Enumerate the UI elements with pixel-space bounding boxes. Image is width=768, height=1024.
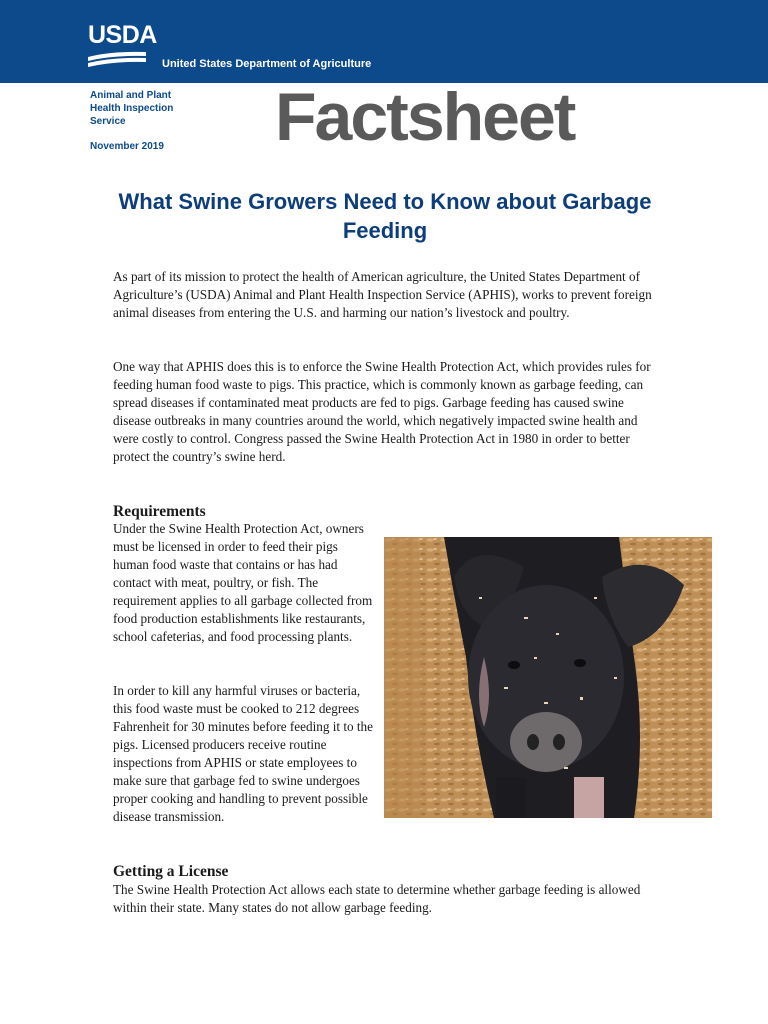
- section-heading-getting-a-license: Getting a License: [113, 863, 229, 880]
- document-title: What Swine Growers Need to Know about Garbage Feeding: [118, 189, 652, 243]
- department-name: United States Department of Agriculture: [162, 58, 372, 70]
- agency-name: Animal and Plant Health Inspection Service: [90, 90, 174, 127]
- pig-photo: [384, 537, 712, 818]
- requirements-paragraph-2: In order to kill any harmful viruses or bacteria, this food waste must be cooked to 212 degrees Fahrenheit for 30 minutes before feeding it to the pigs. Licensed producers receive routine inspections from APHIS or state employees to make sure that garbage fed to swine undergoes proper cooking and handling to prevent possible disease transmission.: [113, 683, 374, 824]
- usda-logo[interactable]: [88, 20, 157, 72]
- publication-date: November 2019: [90, 141, 164, 152]
- usda-logo-text: USDA: [88, 21, 157, 49]
- document-type-heading: Factsheet: [275, 79, 575, 155]
- requirements-paragraph-1: Under the Swine Health Protection Act, owners must be licensed in order to feed their pigs human food waste that contains or has had contact with meat, poultry, or fish. The requirement applies to all garbage collected from food production establishments like restaurants, school cafeterias, and food processing plants.: [113, 521, 373, 644]
- section-heading-requirements: Requirements: [113, 503, 206, 520]
- header-banner: [0, 0, 768, 83]
- intro-paragraph-1: As part of its mission to protect the health of American agriculture, the United States Department of Agriculture’s (USDA) Animal and Plant Health Inspection Service (APHIS), works to prevent foreign animal diseases from entering the U.S. and harming our nation’s livestock and poultry.: [113, 269, 652, 320]
- pig-illustration: [384, 537, 712, 818]
- license-paragraph-1: The Swine Health Protection Act allows each state to determine whether garbage feeding is allowed within their state. Many states do not allow garbage feeding.: [113, 882, 641, 915]
- intro-paragraph-2: One way that APHIS does this is to enforce the Swine Health Protection Act, which provides rules for feeding human food waste to pigs. This practice, which is commonly known as garbage feeding, can spread diseases if contaminated meat products are fed to pigs. Garbage feeding has caused swine disease outbreaks in many countries around the world, which negatively impacted swine health and were costly to control. Congress passed the Swine Health Protection Act in 1980 in order to better protect the country’s swine herd.: [113, 359, 651, 464]
- usda-logo-swoosh-icon: [88, 48, 146, 68]
